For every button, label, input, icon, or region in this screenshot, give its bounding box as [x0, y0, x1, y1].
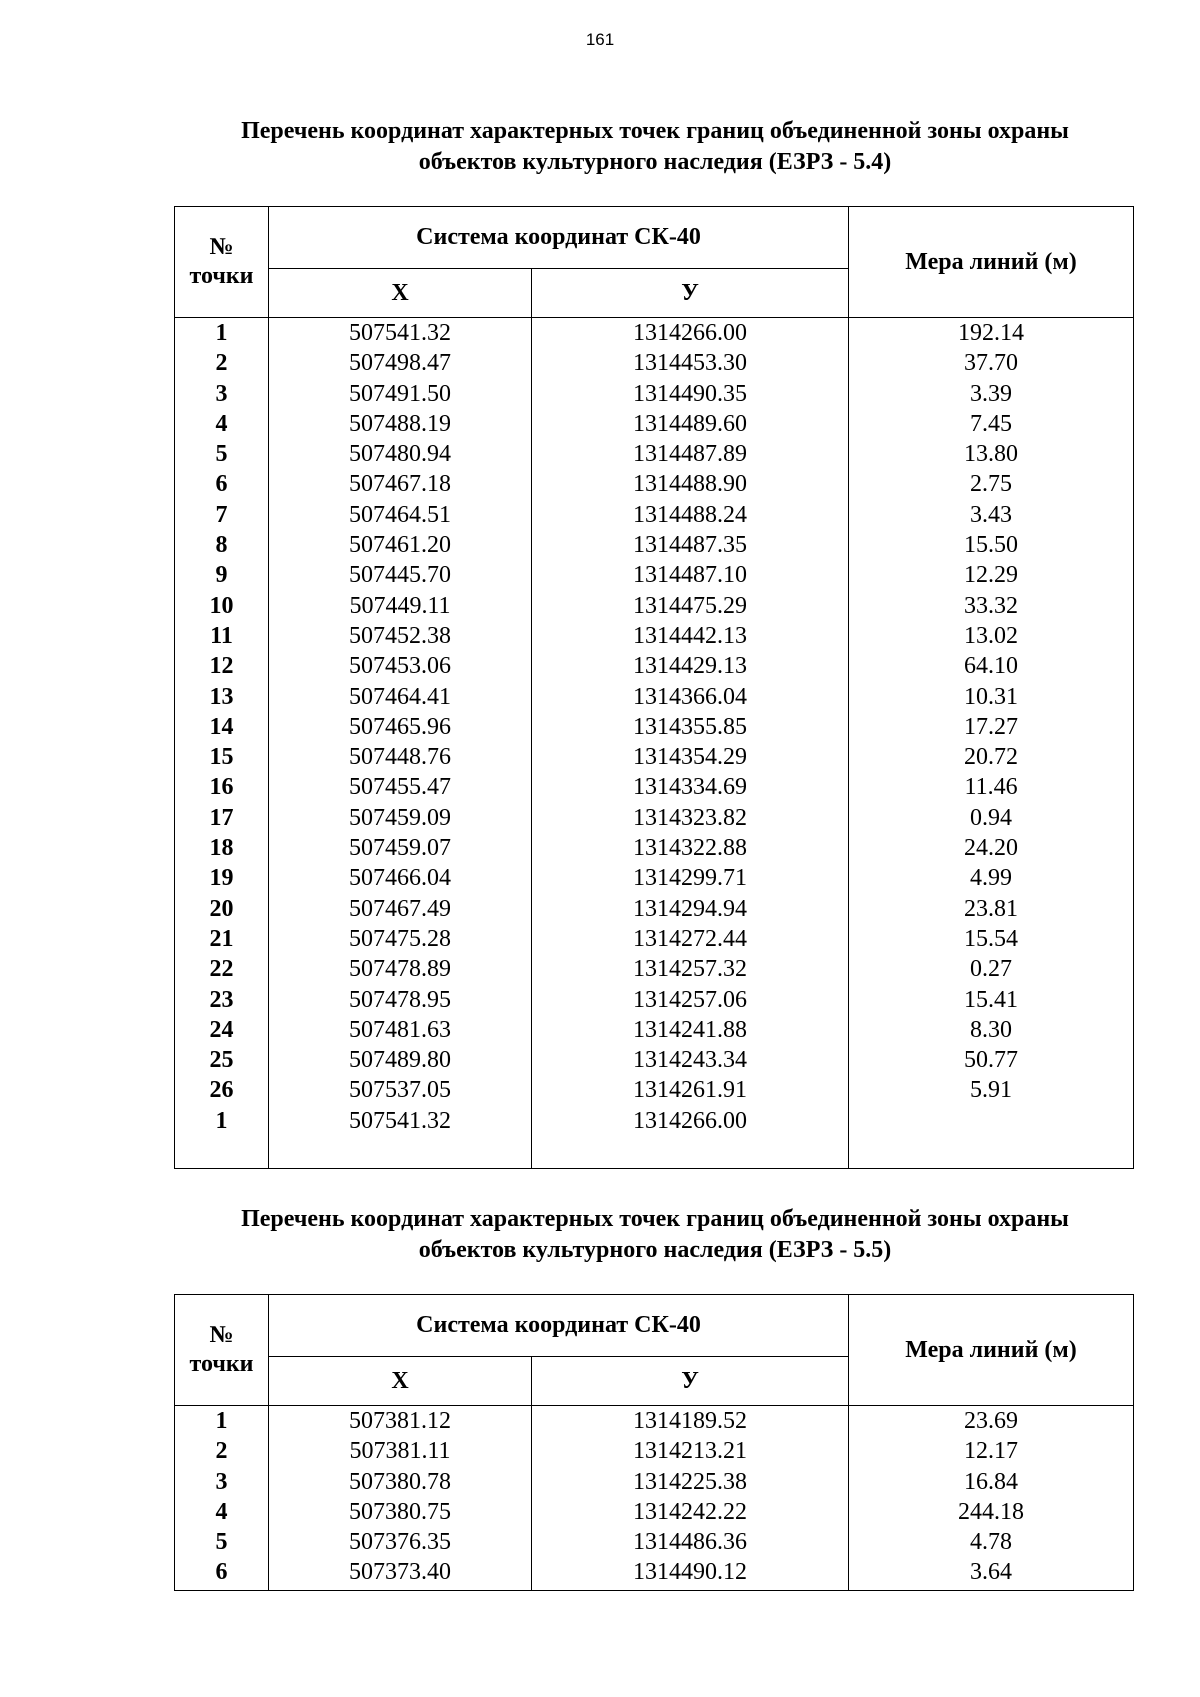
header-y: У [532, 1357, 849, 1406]
cell-no: 3 [215, 1468, 228, 1495]
cell-y: 1314225.38 [633, 1468, 747, 1495]
header-point-number-line-2: точки [189, 263, 254, 289]
cell-x: 507452.38 [349, 622, 451, 649]
cell-x: 507481.63 [349, 1016, 451, 1043]
cell-y: 1314489.60 [633, 410, 747, 437]
cell-length: 4.78 [970, 1529, 1013, 1556]
cell-no: 7 [215, 501, 228, 528]
cell-x: 507478.89 [349, 956, 451, 983]
cell-y: 1314490.12 [633, 1559, 747, 1586]
column-line-lengths [849, 318, 1134, 1169]
header-point-number-line-1: № [209, 1322, 234, 1348]
cell-x: 507464.41 [349, 683, 451, 710]
column-point-numbers [175, 1406, 269, 1591]
header-coordinate-system: Система координат СК-40 [269, 1295, 849, 1357]
cell-no: 17 [209, 804, 234, 831]
cell-no: 16 [209, 774, 234, 801]
cell-y: 1314213.21 [633, 1438, 747, 1465]
cell-no: 2 [215, 350, 228, 377]
header-point-number-line-2: точки [189, 1351, 254, 1377]
cell-no: 10 [209, 592, 234, 619]
cell-x: 507464.51 [349, 501, 451, 528]
cell-no: 21 [209, 925, 234, 952]
cell-y: 1314257.06 [633, 986, 747, 1013]
cell-no: 22 [209, 956, 234, 983]
cell-no: 2 [215, 1438, 228, 1465]
cell-x: 507466.04 [349, 865, 451, 892]
cell-length: 20.72 [964, 744, 1019, 771]
cell-x: 507475.28 [349, 925, 451, 952]
cell-no: 12 [209, 653, 234, 680]
cell-length: 13.80 [964, 441, 1019, 468]
cell-length: 24.20 [964, 835, 1019, 862]
cell-no: 15 [209, 744, 234, 771]
table-2-title [175, 1204, 1135, 1266]
cell-length: 0.27 [970, 956, 1013, 983]
cell-length: 0.94 [970, 804, 1013, 831]
cell-no: 5 [215, 1529, 228, 1556]
cell-length: 16.84 [964, 1468, 1019, 1495]
header-point-number-line-1: № [209, 234, 234, 260]
cell-no: 14 [209, 713, 234, 740]
cell-length: 17.27 [964, 713, 1019, 740]
cell-y: 1314266.00 [633, 320, 747, 346]
cell-length: 64.10 [964, 653, 1019, 680]
cell-no: 8 [215, 532, 228, 559]
cell-x: 507459.09 [349, 804, 451, 831]
table-1-title-line-2: объектов культурного наследия (ЕЗРЗ - 5.4) [418, 149, 892, 175]
cell-y: 1314243.34 [633, 1047, 747, 1074]
table-1-title [175, 116, 1135, 178]
cell-x: 507467.49 [349, 895, 451, 922]
cell-x: 507455.47 [349, 774, 451, 801]
cell-no: 3 [215, 380, 228, 407]
table-body-row [175, 1406, 1134, 1591]
cell-y: 1314488.24 [633, 501, 747, 528]
cell-length: 23.69 [964, 1408, 1019, 1434]
cell-length: 15.41 [964, 986, 1019, 1013]
cell-x: 507380.75 [349, 1498, 451, 1525]
cell-y: 1314241.88 [633, 1016, 747, 1043]
header-x: Х [269, 269, 532, 318]
cell-length: 2.75 [970, 471, 1013, 498]
column-y-values [532, 1406, 849, 1591]
cell-x: 507449.11 [349, 592, 451, 619]
cell-y: 1314322.88 [633, 835, 747, 862]
header-coordinate-system: Система координат СК-40 [269, 207, 849, 269]
cell-x: 507448.76 [349, 744, 451, 771]
cell-x: 507445.70 [349, 562, 451, 589]
header-y: У [532, 269, 849, 318]
cell-y: 1314453.30 [633, 350, 747, 377]
cell-x: 507381.11 [349, 1438, 451, 1465]
cell-y: 1314334.69 [633, 774, 747, 801]
cell-no: 9 [215, 562, 228, 589]
cell-x: 507480.94 [349, 441, 451, 468]
cell-no: 4 [215, 1498, 228, 1525]
cell-x: 507459.07 [349, 835, 451, 862]
cell-x: 507489.80 [349, 1047, 451, 1074]
cell-length: 10.31 [964, 683, 1019, 710]
cell-no: 1 [215, 320, 228, 346]
cell-length: 15.50 [964, 532, 1019, 559]
cell-length [849, 1106, 1133, 1136]
cell-no: 11 [210, 622, 233, 649]
cell-x: 507491.50 [349, 380, 451, 407]
cell-length: 8.30 [970, 1016, 1013, 1043]
cell-y: 1314272.44 [633, 925, 747, 952]
cell-no: 20 [209, 895, 234, 922]
cell-x: 507488.19 [349, 410, 451, 437]
cell-x: 507541.32 [349, 320, 451, 346]
cell-length: 3.39 [970, 380, 1013, 407]
cell-y: 1314475.29 [633, 592, 747, 619]
cell-no: 1 [215, 1408, 228, 1434]
cell-x: 507373.40 [349, 1559, 451, 1586]
cell-length: 3.64 [970, 1559, 1013, 1586]
header-line-length: Мера линий (м) [849, 207, 1134, 318]
cell-y: 1314299.71 [633, 865, 747, 892]
cell-length: 12.29 [964, 562, 1019, 589]
table-2-title-line-2: объектов культурного наследия (ЕЗРЗ - 5.5) [418, 1237, 892, 1263]
cell-x: 507453.06 [349, 653, 451, 680]
cell-y: 1314323.82 [633, 804, 747, 831]
header-point-number [175, 207, 269, 318]
cell-x: 507541.32 [349, 1107, 451, 1134]
cell-no: 4 [215, 410, 228, 437]
cell-no: 26 [209, 1077, 234, 1104]
cell-y: 1314242.22 [633, 1498, 747, 1525]
cell-y: 1314486.36 [633, 1529, 747, 1556]
cell-y: 1314355.85 [633, 713, 747, 740]
cell-x: 507461.20 [349, 532, 451, 559]
cell-length: 50.77 [964, 1047, 1019, 1074]
cell-y: 1314488.90 [633, 471, 747, 498]
cell-no: 1 [215, 1107, 228, 1134]
cell-x: 507478.95 [349, 986, 451, 1013]
cell-x: 507467.18 [349, 471, 451, 498]
cell-length: 12.17 [964, 1438, 1019, 1465]
cell-x: 507498.47 [349, 350, 451, 377]
cell-y: 1314487.35 [633, 532, 747, 559]
cell-y: 1314261.91 [633, 1077, 747, 1104]
cell-y: 1314294.94 [633, 895, 747, 922]
column-line-lengths [849, 1406, 1134, 1591]
cell-y: 1314429.13 [633, 653, 747, 680]
cell-length: 37.70 [964, 350, 1019, 377]
coordinates-table-5-5 [174, 1294, 1134, 1591]
cell-y: 1314266.00 [633, 1107, 747, 1134]
cell-length: 244.18 [958, 1498, 1025, 1525]
cell-y: 1314366.04 [633, 683, 747, 710]
cell-length: 3.43 [970, 501, 1013, 528]
cell-y: 1314354.29 [633, 744, 747, 771]
cell-x: 507381.12 [349, 1408, 451, 1434]
cell-no: 25 [209, 1047, 234, 1074]
column-x-values [269, 1406, 532, 1591]
header-x: Х [269, 1357, 532, 1406]
cell-x: 507376.35 [349, 1529, 451, 1556]
cell-no: 18 [209, 835, 234, 862]
table-body-row [175, 318, 1134, 1169]
cell-length: 5.91 [970, 1077, 1013, 1104]
cell-no: 5 [215, 441, 228, 468]
header-line-length: Мера линий (м) [849, 1295, 1134, 1406]
header-point-number [175, 1295, 269, 1406]
cell-no: 23 [209, 986, 234, 1013]
cell-y: 1314487.10 [633, 562, 747, 589]
cell-x: 507537.05 [349, 1077, 451, 1104]
cell-no: 24 [209, 1016, 234, 1043]
cell-no: 6 [215, 1559, 228, 1586]
column-x-values [269, 318, 532, 1169]
cell-length: 13.02 [964, 622, 1019, 649]
cell-length: 23.81 [964, 895, 1019, 922]
coordinates-table-5-4 [174, 206, 1134, 1169]
cell-length: 4.99 [970, 865, 1013, 892]
table-2-title-line-1: Перечень координат характерных точек границ объединенной зоны охраны [241, 1206, 1069, 1232]
cell-length: 33.32 [964, 592, 1019, 619]
table-1-title-line-1: Перечень координат характерных точек границ объединенной зоны охраны [241, 118, 1069, 144]
page-number: 161 [585, 30, 615, 49]
cell-y: 1314189.52 [633, 1408, 747, 1434]
cell-y: 1314257.32 [633, 956, 747, 983]
cell-length: 15.54 [964, 925, 1019, 952]
cell-no: 19 [209, 865, 234, 892]
cell-y: 1314487.89 [633, 441, 747, 468]
column-point-numbers [175, 318, 269, 1169]
cell-x: 507465.96 [349, 713, 451, 740]
cell-y: 1314442.13 [633, 622, 747, 649]
cell-x: 507380.78 [349, 1468, 451, 1495]
cell-length: 11.46 [964, 774, 1018, 801]
cell-y: 1314490.35 [633, 380, 747, 407]
cell-length: 192.14 [958, 320, 1025, 346]
cell-length: 7.45 [970, 410, 1013, 437]
cell-no: 13 [209, 683, 234, 710]
cell-no: 6 [215, 471, 228, 498]
column-y-values [532, 318, 849, 1169]
